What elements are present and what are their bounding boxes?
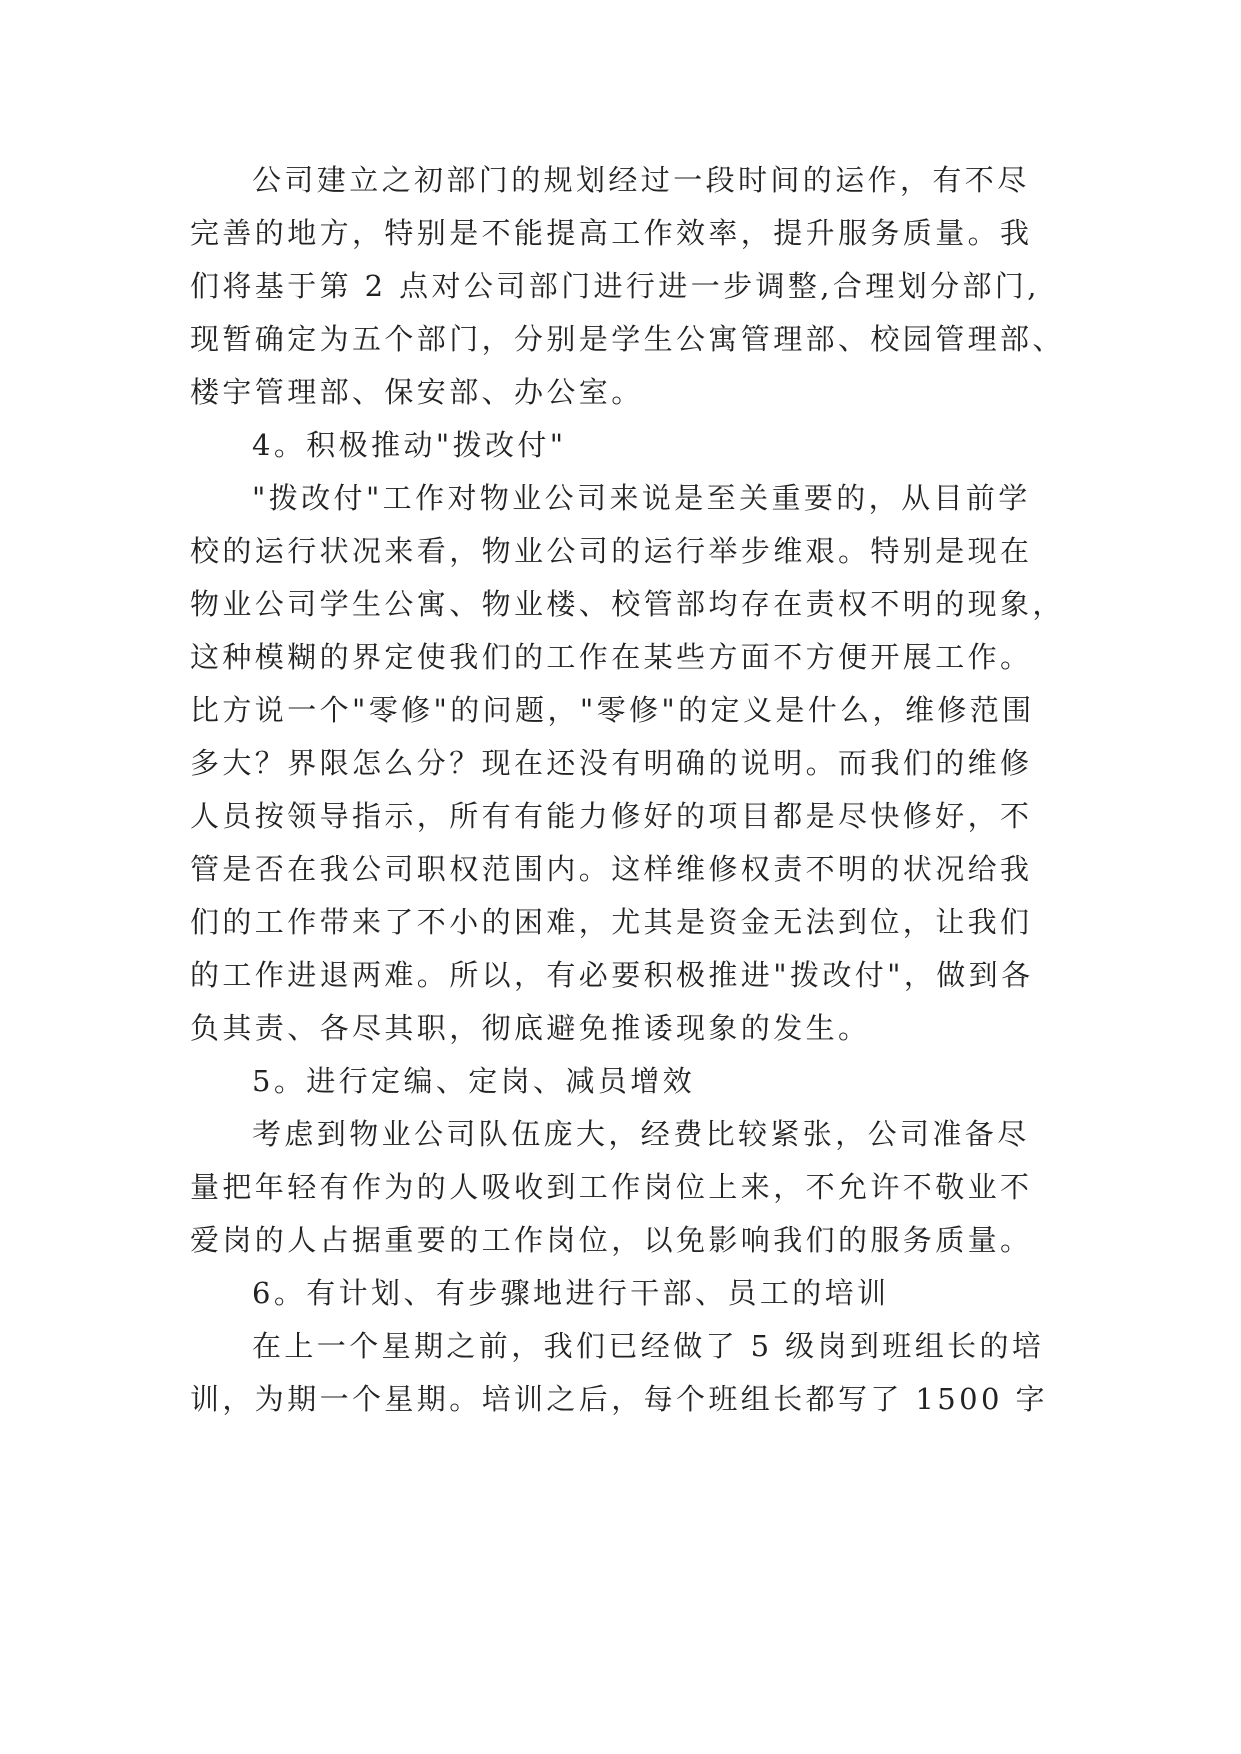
paragraph-line: 们的工作带来了不小的困难，尤其是资金无法到位，让我们: [190, 905, 1033, 939]
paragraph-line: 比方说一个"零修"的问题，"零修"的定义是什么，维修范围: [190, 693, 1035, 727]
section-heading-4: 4。积极推动"拨改付": [252, 428, 567, 462]
paragraph-line: 训，为期一个星期。培训之后，每个班组长都写了 1500 字: [190, 1382, 1048, 1416]
paragraph-line: 人员按领导指示，所有有能力修好的项目都是尽快修好，不: [190, 799, 1033, 833]
paragraph-line: 爱岗的人占据重要的工作岗位，以免影响我们的服务质量。: [190, 1223, 1033, 1257]
paragraph-line: 现暂确定为五个部门，分别是学生公寓管理部、校园管理部、: [190, 322, 1065, 356]
section-heading-5: 5。进行定编、定岗、减员增效: [252, 1064, 696, 1098]
paragraph-line: 在上一个星期之前，我们已经做了 5 级岗到班组长的培: [252, 1329, 1045, 1363]
section-heading-6: 6。有计划、有步骤地进行干部、员工的培训: [252, 1276, 890, 1310]
paragraph-line: 们将基于第 2 点对公司部门进行进一步调整,合理划分部门,: [190, 269, 1040, 303]
paragraph-line: 物业公司学生公寓、物业楼、校管部均存在责权不明的现象，: [190, 587, 1065, 621]
paragraph-line: 管是否在我公司职权范围内。这样维修权责不明的状况给我: [190, 852, 1033, 886]
paragraph-line: 校的运行状况来看，物业公司的运行举步维艰。特别是现在: [190, 534, 1033, 568]
paragraph-line: 多大？界限怎么分？现在还没有明确的说明。而我们的维修: [190, 746, 1033, 780]
paragraph-line: 这种模糊的界定使我们的工作在某些方面不方便开展工作。: [190, 640, 1033, 674]
paragraph-line: 完善的地方，特别是不能提高工作效率，提升服务质量。我: [190, 216, 1033, 250]
paragraph-line: 量把年轻有作为的人吸收到工作岗位上来，不允许不敬业不: [190, 1170, 1033, 1204]
paragraph-line: 的工作进退两难。所以，有必要积极推进"拨改付"，做到各: [190, 958, 1034, 992]
paragraph-line: "拨改付"工作对物业公司来说是至关重要的，从目前学: [252, 481, 1031, 515]
paragraph-line: 楼宇管理部、保安部、办公室。: [190, 375, 644, 409]
paragraph-line: 考虑到物业公司队伍庞大，经费比较紧张，公司准备尽: [252, 1117, 1030, 1151]
paragraph-line: 公司建立之初部门的规划经过一段时间的运作，有不尽: [252, 163, 1030, 197]
paragraph-line: 负其责、各尽其职，彻底避免推诿现象的发生。: [190, 1011, 871, 1045]
